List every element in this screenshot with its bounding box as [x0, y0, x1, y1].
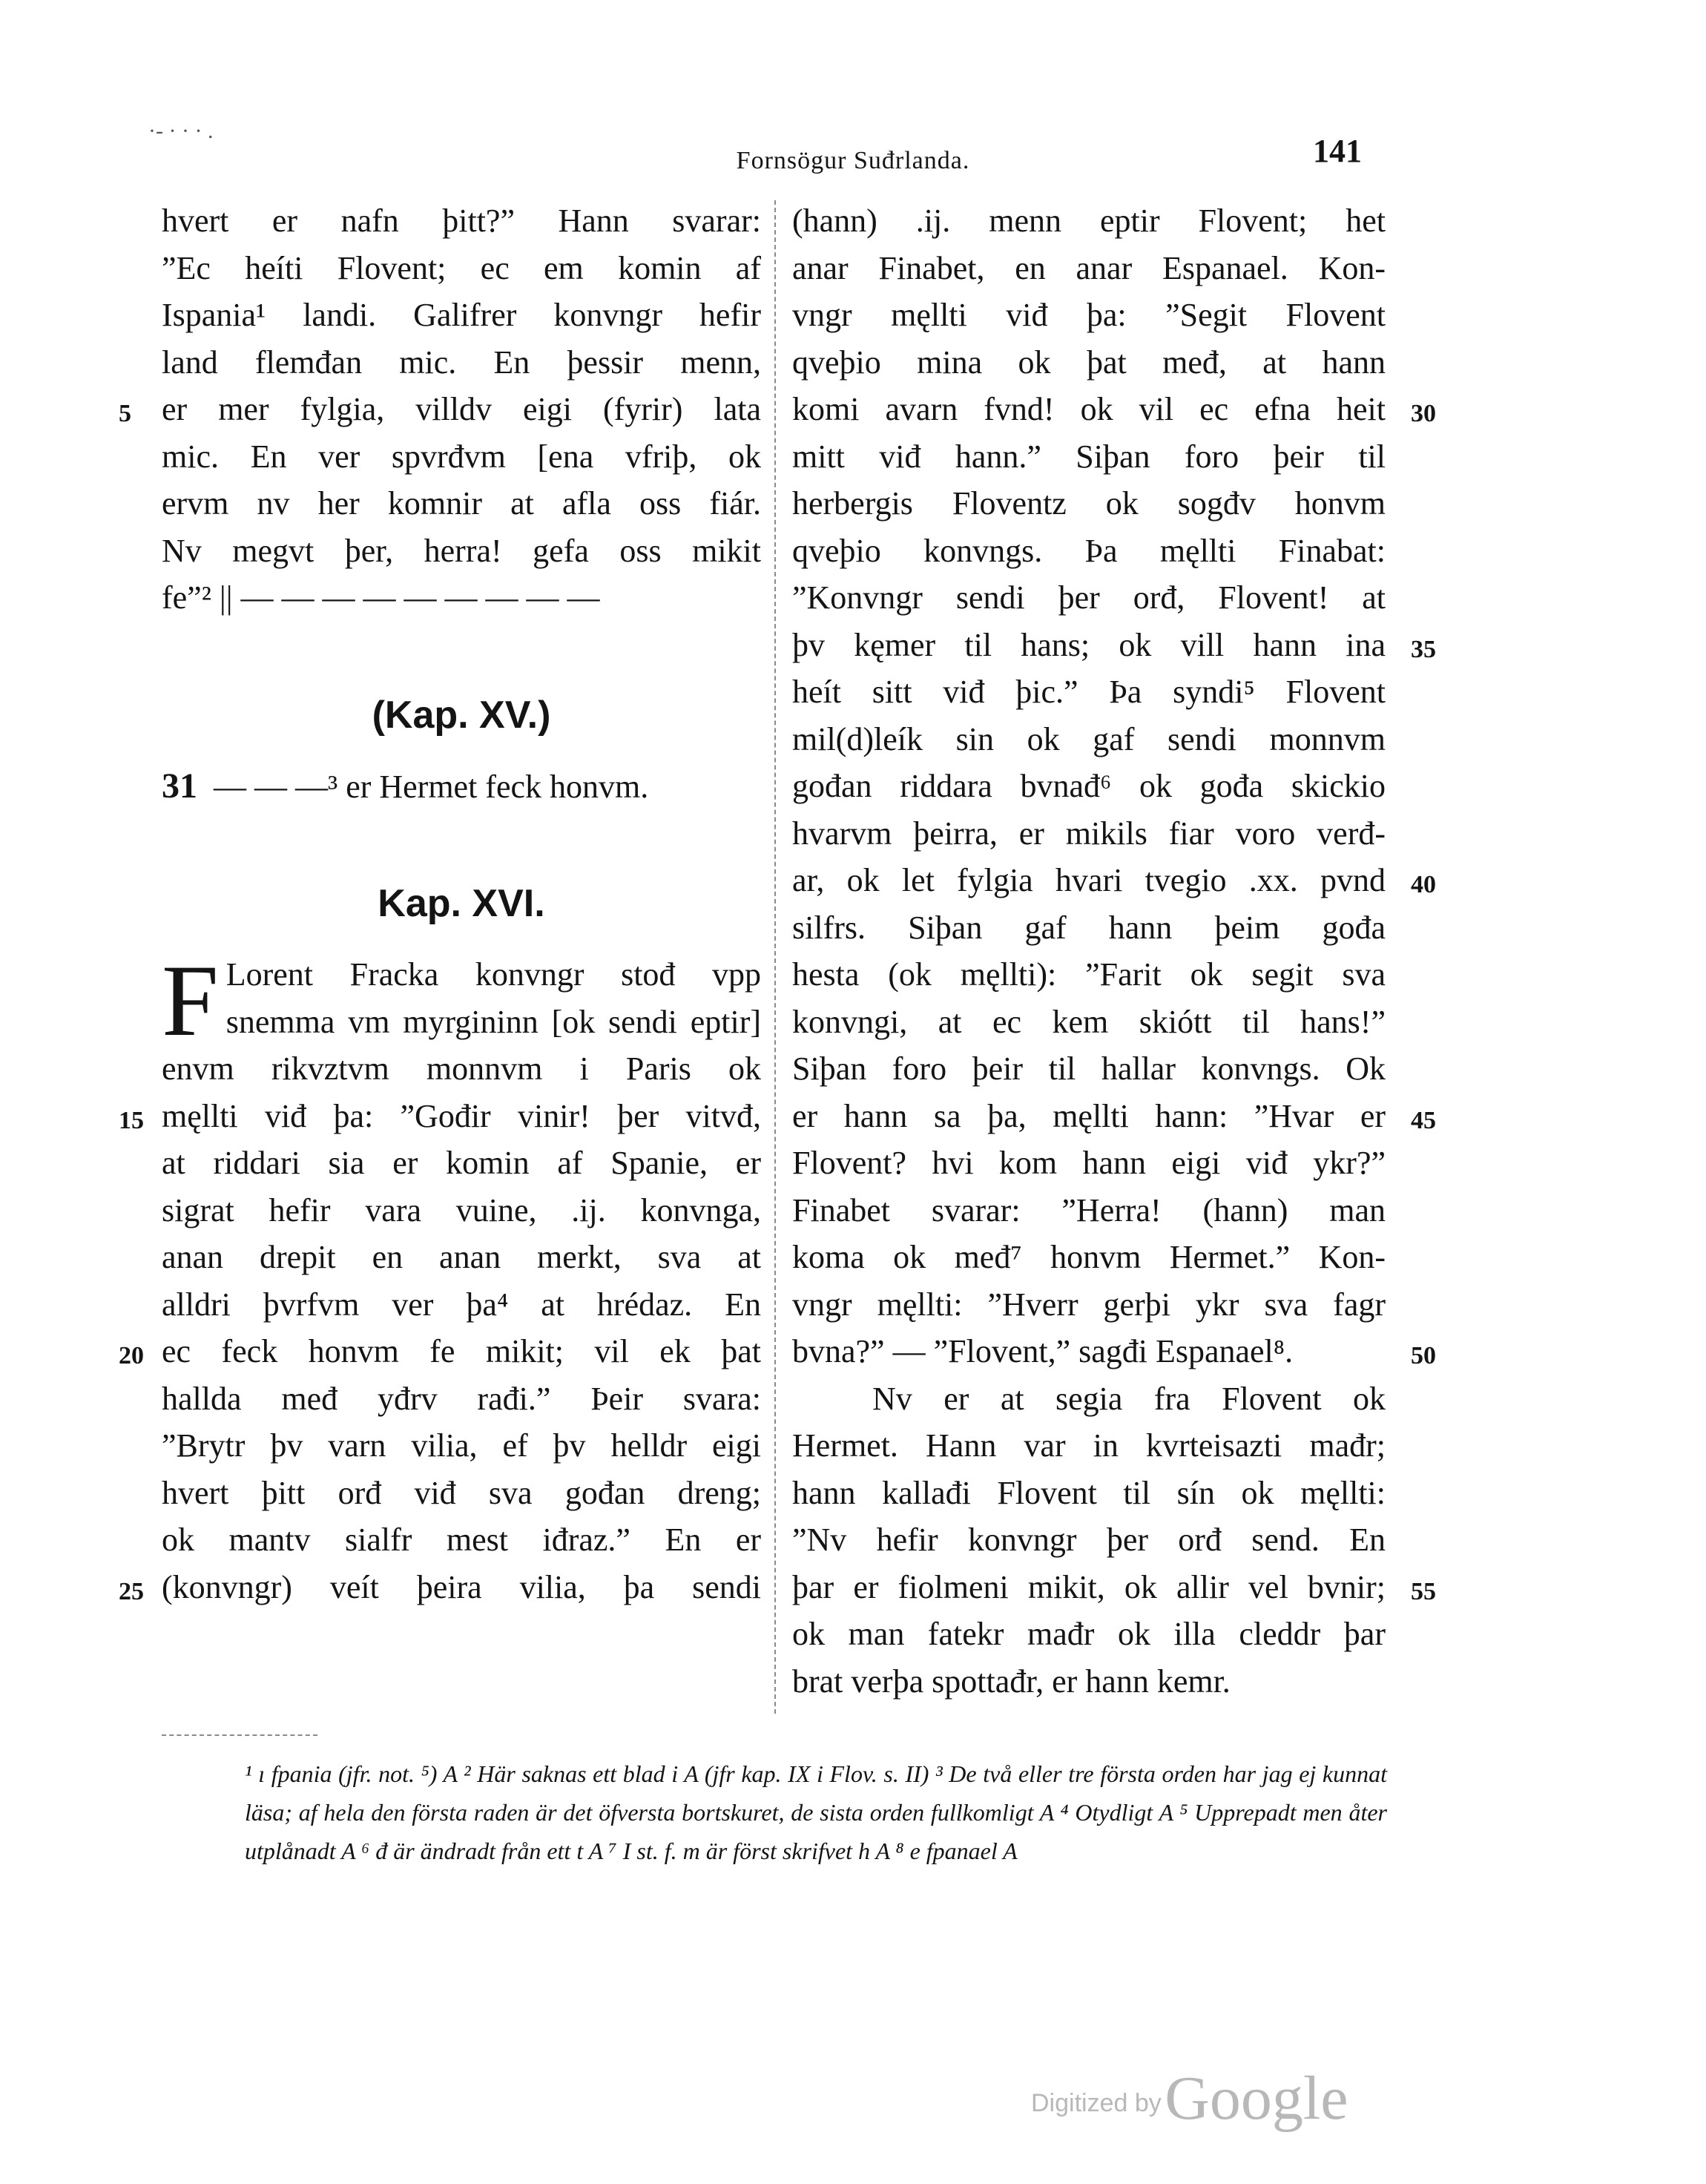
right-column	[792, 197, 1436, 1705]
text-line: (hann) .ij. menn eptir Flovent; het	[792, 203, 1386, 239]
text-line: envm rikvztvm monnvm i Paris ok	[162, 1050, 761, 1087]
text-line-content: (konvngr) veít þeira vilia, þa sendi	[162, 1568, 761, 1605]
text-line: anan drepit en anan merkt, sva at	[162, 1239, 761, 1275]
text-line: hvert er nafn þitt?” Hann svarar:	[162, 203, 761, 239]
line-number: 25	[119, 1577, 144, 1605]
text-line: hallda međ yđrv rađi.” Þeir svara:	[162, 1380, 761, 1417]
text-line: Lorent Fracka konvngr stođ vpp	[225, 956, 761, 993]
text-line-content: komi avarn fvnd! ok vil ec efna heit	[792, 391, 1386, 427]
scan-marks: ·- · · · .	[148, 119, 214, 143]
text-line: ok man fatekr mađr ok illa cleddr þar	[792, 1616, 1386, 1652]
line-number: 40	[1411, 871, 1436, 898]
text-line-content: þv kęmer til hans; ok vill hann ina	[792, 626, 1386, 663]
text-line: hesta (ok męllti): ”Farit ok segit sva	[792, 956, 1386, 993]
text-line: qveþio konvngs. Þa męllti Finabat:	[792, 532, 1386, 569]
chapter-heading-xvi: Kap. XVI.	[378, 882, 545, 925]
line-number: 35	[1411, 635, 1436, 663]
text-line: Nv megvt þer, herra! gefa oss mikit	[162, 532, 761, 569]
google-logo: Google	[1165, 2064, 1348, 2133]
text-line: vngr męllti: ”Hverr gerþi ykr sva fagr	[792, 1286, 1386, 1323]
line-number: 15	[119, 1106, 144, 1134]
text-line: ok mantv sialfr mest iđraz.” En er	[162, 1522, 761, 1558]
text-line: snemma vm myrgininn [ok sendi eptir]	[225, 1003, 761, 1040]
line-number: 50	[1411, 1342, 1436, 1369]
text-line: ”Ec heíti Flovent; ec em komin af	[162, 249, 761, 286]
running-head: Fornsögur Suđrlanda.	[736, 147, 970, 174]
text-line: heít sitt viđ þic.” Þa syndi⁵ Flovent	[792, 674, 1386, 710]
text-line: mitt viđ hann.” Siþan foro þeir til	[792, 438, 1386, 475]
chapter-heading-xv: (Kap. XV.)	[372, 694, 551, 737]
text-line: brat verþa spottađr, er hann kemr.	[792, 1662, 1231, 1700]
text-line: hann kallađi Flovent til sín ok męllti:	[792, 1474, 1386, 1511]
column-divider	[774, 200, 776, 1714]
text-line	[119, 1564, 761, 1611]
text-line: sigrat hefir vara vuine, .ij. konvnga,	[162, 1191, 761, 1228]
drop-cap: F	[162, 944, 219, 1057]
text-line: Ispania¹ landi. Galifrer konvngr hefir	[162, 297, 761, 333]
text-line	[162, 763, 761, 810]
left-column	[119, 197, 761, 1611]
text-line: ervm nv her komnir at afla oss fiár.	[162, 485, 761, 522]
text-line: fe”² || — — — — — — — — —	[162, 579, 600, 616]
text-line	[792, 1564, 1436, 1611]
text-line: konvngi, at ec kem skiótt til hans!”	[792, 1003, 1386, 1040]
text-line: silfrs. Siþan gaf hann þeim gođa	[792, 909, 1386, 946]
watermark-prefix: Digitized by	[1031, 2089, 1162, 2117]
text-line	[119, 386, 761, 433]
footnotes: ¹ ı fpania (jfr. not. ⁵) A ² Här saknas ett blad i A (jfr kap. IX i Flov. s. II) ³ De två eller tre första orden har jag ej kunnat läsa; af hela den första raden är det öfversta bortskuret, de sista orden fullkomligt A ⁴ Otydligt A ⁵ Upprepadt men åter utplånadt A ⁶ đ är ändradt från ett t A ⁷ I st. f. m är först skrifvet h A ⁸ e fpanael A	[245, 1760, 1387, 1864]
text-line	[792, 857, 1436, 904]
line-number: 55	[1411, 1577, 1436, 1605]
text-line-content: er hann sa þa, męllti hann: ”Hvar er	[792, 1097, 1386, 1134]
text-line: Finabet svarar: ”Herra! (hann) man	[792, 1191, 1386, 1228]
text-line: hvarvm þeirra, er mikils fiar voro verđ-	[792, 815, 1386, 852]
text-line: Nv er at segia fra Flovent ok	[872, 1380, 1386, 1417]
text-line: qveþio mina ok þat međ, at hann	[792, 343, 1386, 381]
text-line-content: ar, ok let fylgia hvari tvegio .xx. pvnd	[792, 862, 1386, 898]
text-line: herbergis Floventz ok sogđv honvm	[792, 485, 1386, 522]
text-line	[792, 622, 1436, 669]
text-line: anar Finabet, en anar Espanael. Kon-	[792, 249, 1386, 286]
text-line: mil(d)leík sin ok gaf sendi monnvm	[792, 720, 1386, 757]
page-number: 141	[1313, 133, 1362, 169]
text-line	[119, 1328, 761, 1375]
text-line	[119, 1093, 761, 1140]
text-line: vngr męllti viđ þa: ”Segit Flovent	[792, 297, 1386, 333]
text-line: at riddari sia er komin af Spanie, er	[162, 1145, 761, 1181]
footnote-rule	[162, 1734, 317, 1736]
text-line: land flemđan mic. En þessir menn,	[162, 343, 761, 381]
text-line-content: þar er fiolmeni mikit, ok allir vel bvnir;	[792, 1568, 1386, 1605]
text-line-content: — — —³ er Hermet feck honvm.	[214, 769, 649, 805]
text-line	[792, 386, 1436, 433]
line-number: 5	[119, 400, 131, 427]
section-number: 31	[162, 766, 197, 806]
text-line: koma ok međ⁷ honvm Hermet.” Kon-	[792, 1239, 1386, 1275]
text-line-content: ec feck honvm fe mikit; vil ek þat	[162, 1333, 761, 1369]
text-line-content: męllti viđ þa: ”Gođir vinir! þer vitvđ,	[162, 1097, 761, 1134]
text-line	[792, 1328, 1436, 1375]
text-line: Hermet. Hann var in kvrteisazti mađr;	[792, 1427, 1386, 1464]
text-line: mic. En ver spvrđvm [ena vfriþ, ok	[162, 438, 761, 475]
text-line: gođan riddara bvnađ⁶ ok gođa skickio	[792, 768, 1386, 804]
text-line: hvert þitt orđ viđ sva gođan dreng;	[162, 1474, 761, 1511]
digitized-by-google-watermark	[1031, 2062, 1348, 2134]
text-line: alldri þvrfvm ver þa⁴ at hrédaz. En	[162, 1286, 761, 1323]
text-line: Siþan foro þeir til hallar konvngs. Ok	[792, 1050, 1386, 1087]
line-number: 20	[119, 1342, 144, 1369]
text-line-content: bvna?” — ”Flovent,” sagđi Espanael⁸.	[792, 1333, 1294, 1369]
text-line: ”Brytr þv varn vilia, ef þv helldr eigi	[162, 1427, 761, 1464]
text-line: ”Konvngr sendi þer orđ, Flovent! at	[792, 579, 1386, 616]
line-number: 45	[1411, 1106, 1436, 1134]
text-line: Flovent? hvi kom hann eigi viđ ykr?”	[792, 1145, 1386, 1181]
line-number: 30	[1411, 400, 1436, 427]
text-line	[792, 1093, 1436, 1140]
text-line-content: er mer fylgia, villdv eigi (fyrir) lata	[162, 391, 761, 427]
text-line: ”Nv hefir konvngr þer orđ send. En	[792, 1522, 1386, 1558]
